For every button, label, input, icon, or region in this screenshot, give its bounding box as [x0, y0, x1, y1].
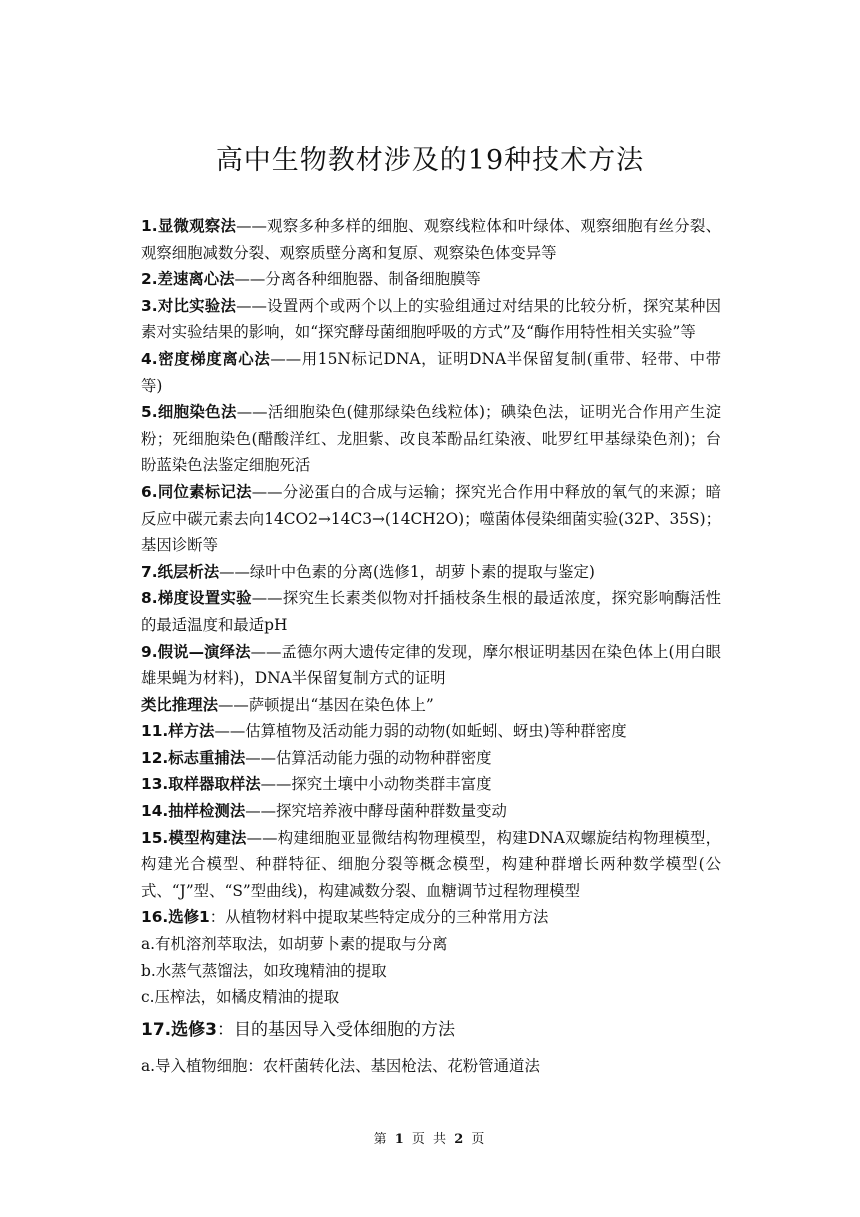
entry-text: c.压榨法，如橘皮精油的提取: [141, 988, 340, 1007]
entry-4: 4.密度梯度离心法——用15N标记DNA，证明DNA半保留复制(重带、轻带、中带等): [141, 349, 721, 395]
page-footer: 第 1 页 共 2 页: [373, 1132, 487, 1147]
entry-lead: 6.同位素标记法: [141, 482, 252, 501]
entry-text: 活细胞染色(健那绿染色线粒体)；碘染色法，证明光合作用产生淀粉；死细胞染色(醋酸洋红、龙胆紫、改良苯酚品红染液、吡罗红甲基绿染色剂)；台盼蓝染色法鉴定细胞死活: [141, 403, 721, 475]
entry-lead: 16.选修1: [141, 908, 210, 927]
entry-lead: 13.取样器取样法: [141, 775, 261, 794]
entry-17a: [141, 1053, 721, 1080]
entry-text: 估算活动能力强的动物种群密度: [276, 748, 492, 767]
entry-text: 绿叶中色素的分离(选修1，胡萝卜素的提取与鉴定): [249, 562, 595, 581]
entry-lead: 类比推理法: [141, 695, 218, 714]
entry-lead: 2.差速离心法: [141, 270, 235, 289]
entry-text: 目的基因导入受体细胞的方法: [233, 1019, 455, 1040]
entry-13: 13.取样器取样法——探究土壤中小动物类群丰富度: [141, 775, 492, 794]
entry-10: 类比推理法——萨顿提出“基因在染色体上”: [141, 695, 434, 714]
entry-14: 14.抽样检测法——探究培养液中酵母菌种群数量变动: [141, 802, 507, 821]
entry-7: 7.纸层析法——绿叶中色素的分离(选修1，胡萝卜素的提取与鉴定): [141, 562, 595, 581]
document-body: [141, 213, 721, 1080]
entry-lead: 15.模型构建法: [141, 828, 247, 847]
current-page-number: 1: [394, 1132, 406, 1147]
entry-lead: 17.选修3: [141, 1019, 217, 1040]
entry-lead: 4.密度梯度离心法: [141, 349, 271, 368]
entry-text: 用15N标记DNA，证明DNA半保留复制(重带、轻带、中带等): [141, 349, 721, 395]
entry-lead: 12.标志重捕法: [141, 748, 246, 767]
entry-text: 探究培养液中酵母菌种群数量变动: [276, 802, 507, 821]
entry-text: 设置两个或两个以上的实验组通过对结果的比较分析，探究某种因素对实验结果的影响，如“探究酵母菌细胞呼吸的方式”及“酶作用特性相关实验”等: [141, 296, 721, 342]
entry-lead: 14.抽样检测法: [141, 802, 246, 821]
entry-8: 8.梯度设置实验——探究生长素类似物对扦插枝条生根的最适浓度，探究影响酶活性的最适温度和最适pH: [141, 589, 721, 634]
entry-17: 17.选修3：目的基因导入受体细胞的方法: [141, 1019, 455, 1040]
entry-1: 1.显微观察法——观察多种多样的细胞、观察线粒体和叶绿体、观察细胞有丝分裂、观察细胞减数分裂、观察质壁分离和复原、观察染色体变异等: [141, 217, 721, 262]
entry-text: 从植物材料中提取某些特定成分的三种常用方法: [225, 908, 549, 927]
entry-11: 11.样方法——估算植物及活动能力弱的动物(如蚯蚓、蚜虫)等种群密度: [141, 722, 627, 741]
entry-lead: 5.细胞染色法: [141, 403, 237, 422]
entry-lead: 8.梯度设置实验: [141, 589, 252, 608]
entry-12: 12.标志重捕法——估算活动能力强的动物种群密度: [141, 748, 492, 767]
entry-text: 分泌蛋白的合成与运输；探究光合作用中释放的氧气的来源；暗反应中碳元素去向14CO2→14C3→(14CH2O)；噬菌体侵染细菌实验(32P、35S)；基因诊断等: [141, 482, 721, 555]
entry-15: 15.模型构建法——构建细胞亚显微结构物理模型，构建DNA双螺旋结构物理模型，构建光合模型、种群特征、细胞分裂等概念模型，构建种群增长两种数学模型(公式、“J”型、“S”型曲线)，构建减数分裂、血糖调节过程物理模型: [141, 828, 722, 900]
entry-lead: 11.样方法: [141, 722, 215, 741]
entry-lead: 7.纸层析法: [141, 562, 220, 581]
entry-text: 探究土壤中小动物类群丰富度: [291, 775, 492, 794]
entry-5: 5.细胞染色法——活细胞染色(健那绿染色线粒体)；碘染色法，证明光合作用产生淀粉；死细胞染色(醋酸洋红、龙胆紫、改良苯酚品红染液、吡罗红甲基绿染色剂)；台盼蓝染色法鉴定细胞死活: [141, 403, 721, 475]
entry-text: a.导入植物细胞：农杆菌转化法、基因枪法、花粉管通道法: [141, 1057, 540, 1076]
entry-text: 萨顿提出“基因在染色体上”: [248, 695, 434, 714]
entry-text: 孟德尔两大遗传定律的发现，摩尔根证明基因在染色体上(用白眼雄果蝇为材料)，DNA半保留复制方式的证明: [141, 642, 721, 688]
entry-16b: [141, 958, 721, 985]
entry-16a: [141, 931, 721, 958]
entry-text: 估算植物及活动能力弱的动物(如蚯蚓、蚜虫)等种群密度: [245, 722, 627, 741]
entry-6: 6.同位素标记法——分泌蛋白的合成与运输；探究光合作用中释放的氧气的来源；暗反应中碳元素去向14CO2→14C3→(14CH2O)；噬菌体侵染细菌实验(32P、35S)；基因诊断等: [141, 482, 721, 555]
entry-text: 分离各种细胞器、制备细胞膜等: [265, 270, 481, 289]
entry-9: 9.假说—演绎法——孟德尔两大遗传定律的发现，摩尔根证明基因在染色体上(用白眼雄果蝇为材料)，DNA半保留复制方式的证明: [141, 642, 721, 688]
entry-lead: 3.对比实验法: [141, 296, 237, 315]
entry-lead: 9.假说—演绎法: [141, 642, 251, 661]
entry-text: 构建细胞亚显微结构物理模型，构建DNA双螺旋结构物理模型，构建光合模型、种群特征、细胞分裂等概念模型，构建种群增长两种数学模型(公式、“J”型、“S”型曲线)，构建减数分裂、血糖调节过程物理模型: [141, 828, 722, 900]
entry-text: 探究生长素类似物对扦插枝条生根的最适浓度，探究影响酶活性的最适温度和最适pH: [141, 589, 721, 634]
entry-lead: 1.显微观察法: [141, 217, 237, 235]
entry-text: b.水蒸气蒸馏法，如玫瑰精油的提取: [141, 961, 387, 980]
entry-text: 观察多种多样的细胞、观察线粒体和叶绿体、观察细胞有丝分裂、观察细胞减数分裂、观察质壁分离和复原、观察染色体变异等: [141, 217, 721, 262]
entry-2: 2.差速离心法——分离各种细胞器、制备细胞膜等: [141, 270, 481, 289]
entry-text: a.有机溶剂萃取法，如胡萝卜素的提取与分离: [141, 935, 448, 954]
entry-16: 16.选修1：从植物材料中提取某些特定成分的三种常用方法: [141, 908, 549, 927]
entry-3: 3.对比实验法——设置两个或两个以上的实验组通过对结果的比较分析，探究某种因素对实验结果的影响，如“探究酵母菌细胞呼吸的方式”及“酶作用特性相关实验”等: [141, 296, 721, 342]
document-title: 高中生物教材涉及的19种技术方法: [215, 145, 645, 176]
total-page-number: 2: [454, 1132, 466, 1147]
entry-16c: [141, 984, 721, 1011]
